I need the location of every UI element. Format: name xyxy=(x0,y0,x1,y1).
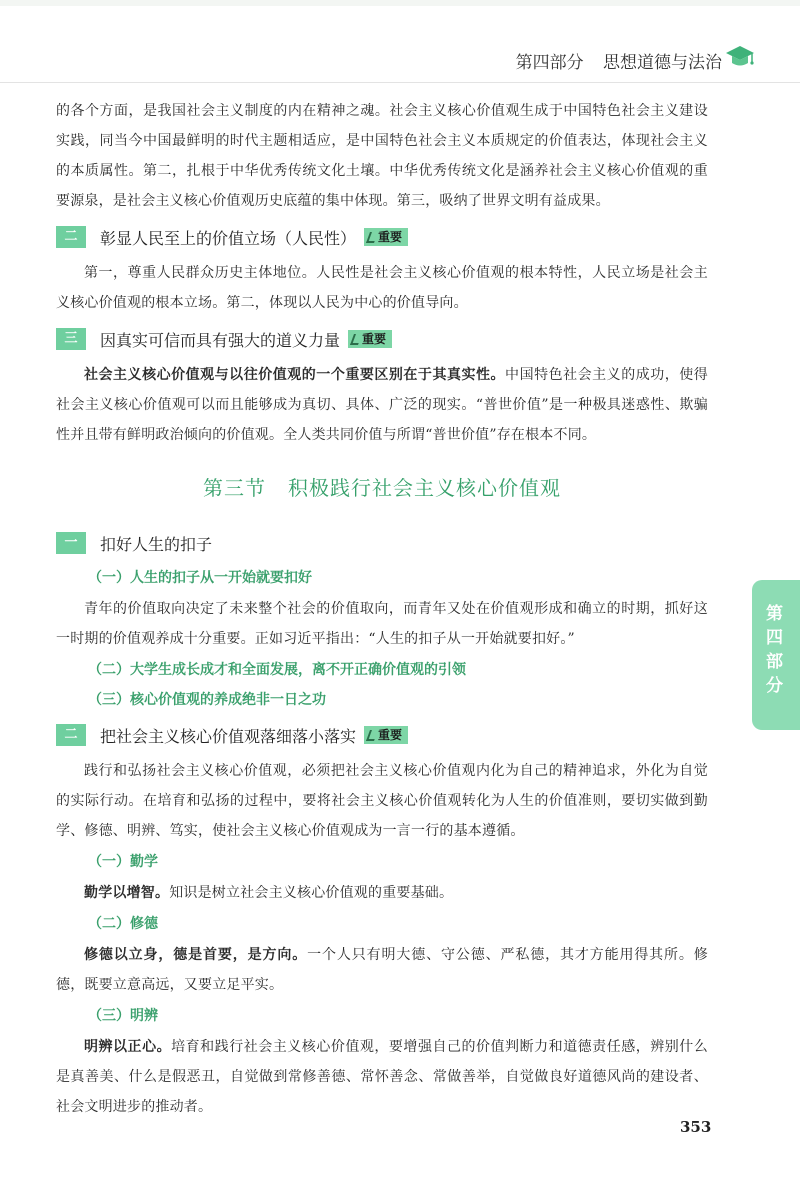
heading-number: 一 xyxy=(56,532,86,554)
subheading: （二）大学生成长成才和全面发展，离不开正确价值观的引领 xyxy=(88,662,466,678)
heading-text: 扣好人生的扣子 xyxy=(100,534,213,554)
heading-level2 xyxy=(56,720,708,750)
subheading: （一）人生的扣子从一开始就要扣好 xyxy=(88,570,312,586)
side-tab-label: 第四部分 xyxy=(766,604,783,696)
important-badge: 重要 xyxy=(364,228,408,246)
emphasis-text: 勤学以增智。 xyxy=(84,885,170,901)
heading-level2 xyxy=(56,222,708,252)
subheading: （三）明辨 xyxy=(88,1008,158,1024)
subheading: （一）勤学 xyxy=(88,854,158,870)
paragraph: 践行和弘扬社会主义核心价值观，必须把社会主义核心价值观内化为自己的精神追求，外化为自觉的实际行动。在培育和弘扬的过程中，要将社会主义核心价值观转化为人生的价值准则，要切实做到勤学、修德、明辨、笃实，使社会主义核心价值观成为一言一行的基本遵循。 xyxy=(56,763,708,839)
header-title: 思想道德与法治 xyxy=(603,53,722,73)
important-badge: 重要 xyxy=(364,726,408,744)
page-number: 353 xyxy=(680,1118,712,1136)
header-part: 第四部分 xyxy=(515,53,584,73)
emphasis-text: 社会主义核心价值观与以往价值观的一个重要区别在于其真实性。 xyxy=(84,367,506,383)
heading-text: 彰显人民至上的价值立场（人民性） xyxy=(100,228,357,248)
paragraph: 青年的价值取向决定了未来整个社会的价值取向，而青年又处在价值观形成和确立的时期，抓好这一时期的价值观养成十分重要。正如习近平指出：“人生的扣子从一开始就要扣好。” xyxy=(56,601,708,647)
paragraph: 的各个方面，是我国社会主义制度的内在精神之魂。社会主义核心价值观生成于中国特色社会主义建设实践，同当今中国最鲜明的时代主题相适应，是中国特色社会主义本质规定的价值表达，体现社会主义的本质属性。第二，扎根于中华优秀传统文化土壤。中华优秀传统文化是涵养社会主义核心价值观的重要源泉，是社会主义核心价值观历史底蕴的集中体现。第三，吸纳了世界文明有益成果。 xyxy=(56,103,708,209)
paragraph-text: 中国特色社会主义的成功，使得社会主义核心价值观可以而且能够成为真切、具体、广泛的现实。“普世价值”是一种极具迷惑性、欺骗性并且带有鲜明政治倾向的价值观。全人类共同价值与所谓“普世价值”存在根本不同。 xyxy=(56,367,708,443)
emphasis-text: 明辨以正心。 xyxy=(84,1039,172,1055)
header-rule xyxy=(0,82,800,83)
heading-text: 把社会主义核心价值观落细落小落实 xyxy=(100,726,357,746)
page-content xyxy=(56,96,708,1122)
heading-number: 三 xyxy=(56,328,86,350)
heading-number: 二 xyxy=(56,724,86,746)
heading-number: 二 xyxy=(56,226,86,248)
paragraph-text: 一个人只有明大德、守公德、严私德，其才方能用得其所。修德，既要立意高远，又要立足平实。 xyxy=(56,947,709,993)
section-title xyxy=(56,468,708,508)
paragraph xyxy=(56,940,708,1000)
running-header xyxy=(516,48,722,73)
subheading: （二）修德 xyxy=(88,916,158,932)
heading-text: 因真实可信而具有强大的道义力量 xyxy=(100,330,341,350)
paragraph: 第一，尊重人民群众历史主体地位。人民性是社会主义核心价值观的根本特性，人民立场是社会主义核心价值观的根本立场。第二，体现以人民为中心的价值导向。 xyxy=(56,265,708,311)
paragraph xyxy=(56,1032,708,1122)
section-label: 第三节 xyxy=(203,476,266,500)
emphasis-text: 修德以立身，德是首要，是方向。 xyxy=(84,947,308,963)
important-badge: 重要 xyxy=(348,330,392,348)
paragraph-text: 培育和践行社会主义核心价值观，要增强自己的价值判断力和道德责任感，辨别什么是真善美、什么是假恶丑，自觉做到常修善德、常怀善念、常做善举，自觉做良好道德风尚的建设者、社会文明进步的推动者。 xyxy=(56,1039,709,1115)
graduation-cap-icon xyxy=(724,42,756,72)
paragraph xyxy=(56,360,708,450)
paragraph xyxy=(56,878,708,908)
heading-level2 xyxy=(56,528,708,558)
heading-level2 xyxy=(56,324,708,354)
paragraph-text: 知识是树立社会主义核心价值观的重要基础。 xyxy=(169,885,454,901)
part-side-tab xyxy=(752,580,800,730)
top-strip xyxy=(0,0,800,6)
subheading: （三）核心价值观的养成绝非一日之功 xyxy=(88,692,326,708)
section-heading: 积极践行社会主义核心价值观 xyxy=(288,476,561,500)
